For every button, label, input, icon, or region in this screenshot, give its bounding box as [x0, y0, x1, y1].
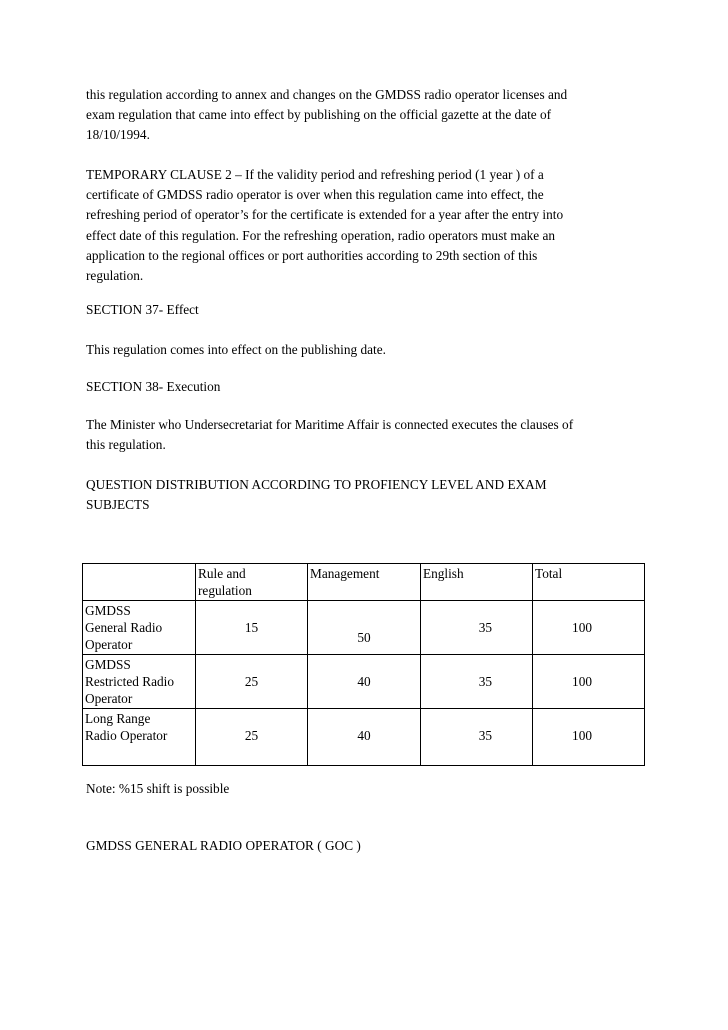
label-line: GMDSS — [85, 603, 131, 618]
total-cell: 100 — [533, 655, 645, 709]
text-line: certificate of GMDSS radio operator is over when this regulation came into effect, the — [86, 187, 544, 203]
label-line: Operator — [85, 637, 133, 652]
paragraph-annex — [86, 85, 646, 146]
label-line: Long Range — [85, 711, 151, 726]
question-distribution-heading — [86, 475, 646, 515]
label-line: Operator — [85, 691, 133, 706]
text-line: The Minister who Undersecretariat for Maritime Affair is connected executes the clauses of — [86, 417, 574, 432]
text-line: effect date of this regulation. For the refreshing operation, radio operators must make an — [86, 227, 556, 243]
header-line: Rule and — [198, 566, 246, 581]
row-label-cell — [83, 655, 196, 709]
label-line: GMDSS — [85, 657, 131, 672]
section-37-heading — [86, 300, 646, 320]
table-row — [83, 709, 645, 766]
text-line: SUBJECTS — [86, 497, 150, 513]
text-line: QUESTION DISTRIBUTION ACCORDING TO PROFIENCY LEVEL AND EXAM — [86, 477, 547, 492]
english-cell: 35 — [421, 655, 533, 709]
question-distribution-table — [82, 563, 645, 766]
rule-cell: 25 — [196, 655, 308, 709]
text-line: 18/10/1994. — [86, 127, 150, 143]
text-line: refreshing period of operator’s for the certificate is extended for a year after the entry into — [86, 207, 564, 223]
total-cell: 100 — [533, 709, 645, 766]
label-line: Restricted Radio — [85, 674, 174, 689]
text-line: TEMPORARY CLAUSE 2 – If the validity period and refreshing period (1 year ) of a — [86, 167, 544, 182]
management-cell: 40 — [308, 655, 421, 709]
text-line: exam regulation that came into effect by publishing on the official gazette at the date of — [86, 107, 552, 123]
table-header-cell — [196, 564, 308, 601]
text-line: application to the regional offices or port authorities according to 29th section of this — [86, 247, 538, 263]
english-cell: 35 — [421, 601, 533, 655]
text-line: this regulation according to annex and changes on the GMDSS radio operator licenses and — [86, 87, 568, 102]
management-cell: 40 — [308, 709, 421, 766]
paragraph-execution — [86, 415, 646, 455]
row-label-cell — [83, 601, 196, 655]
text-line: SECTION 37- Effect — [86, 302, 199, 317]
header-line: regulation — [198, 583, 252, 598]
text-line: Note: %15 shift is possible — [86, 781, 230, 796]
text-line: this regulation. — [86, 437, 166, 453]
table-header-cell — [83, 564, 196, 601]
rule-cell: 25 — [196, 709, 308, 766]
table-header-cell: Management — [308, 564, 421, 601]
label-line: Radio Operator — [85, 728, 168, 743]
note-text — [86, 779, 646, 799]
text-line: GMDSS GENERAL RADIO OPERATOR ( GOC ) — [86, 838, 361, 853]
rule-cell: 15 — [196, 601, 308, 655]
section-38-heading — [86, 377, 646, 397]
text-line: This regulation comes into effect on the publishing date. — [86, 342, 386, 357]
text-line: regulation. — [86, 268, 144, 284]
table-header-cell: English — [421, 564, 533, 601]
table-header-row — [83, 564, 645, 601]
goc-heading — [86, 836, 646, 856]
table-row — [83, 601, 645, 655]
english-cell: 35 — [421, 709, 533, 766]
table-row — [83, 655, 645, 709]
total-cell: 100 — [533, 601, 645, 655]
table-header-cell: Total — [533, 564, 645, 601]
text-line: SECTION 38- Execution — [86, 379, 221, 394]
paragraph-temporary-clause — [86, 165, 646, 286]
management-cell: 50 — [308, 601, 421, 655]
row-label-cell — [83, 709, 196, 766]
paragraph-effect — [86, 340, 646, 360]
label-line: General Radio — [85, 620, 163, 635]
